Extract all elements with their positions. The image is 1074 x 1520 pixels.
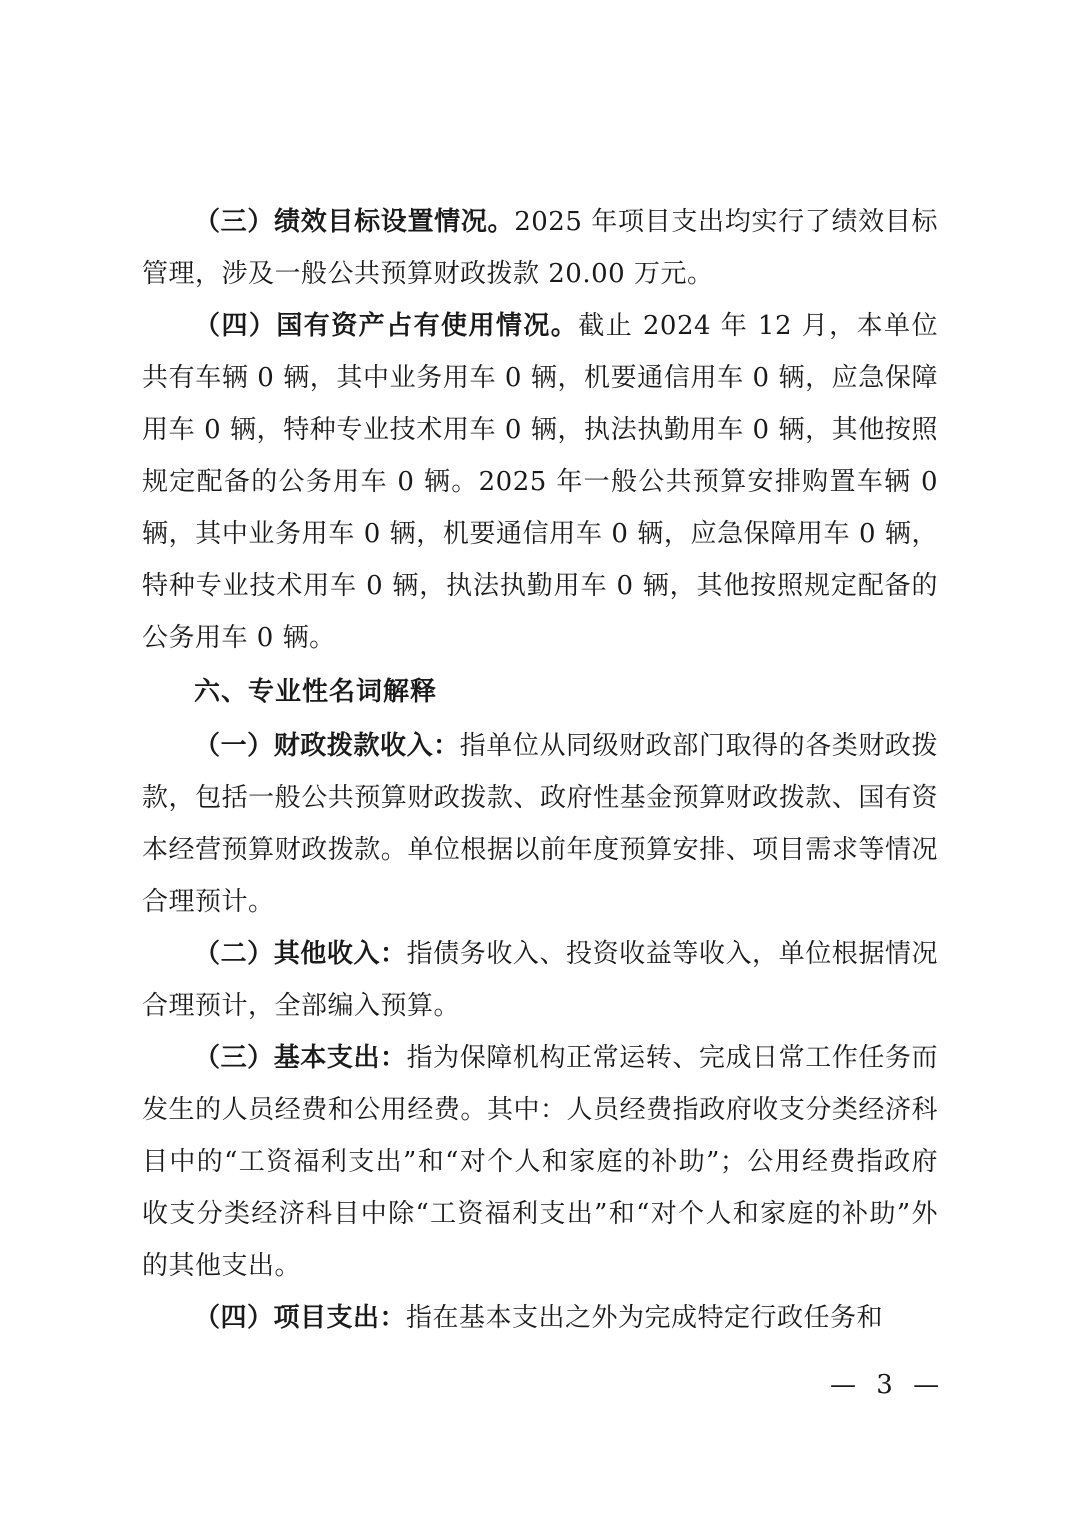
paragraph-text: 指债务收入、投资收益等收入，单位根据情况合理预计，全部编入预算。 bbox=[142, 939, 938, 1021]
document-body bbox=[142, 196, 938, 1344]
page-number: — 3 — bbox=[830, 1370, 946, 1400]
paragraph-lead: （四）国有资产占有使用情况。 bbox=[194, 311, 579, 341]
paragraph-lead: （四）项目支出： bbox=[194, 1303, 407, 1333]
paragraph-lead: （三）绩效目标设置情况。 bbox=[194, 207, 515, 237]
section-heading-terms: 六、专业性名词解释 bbox=[194, 677, 438, 707]
paragraph-text: 指在基本支出之外为完成特定行政任务和 bbox=[406, 1303, 884, 1333]
paragraph-text: 2025 年项目支出均实行了绩效目标管理，涉及一般公共预算财政拨款 20.00 万元。 bbox=[142, 207, 938, 289]
paragraph-performance-targets bbox=[142, 196, 938, 300]
paragraph-lead: （二）其他收入： bbox=[194, 939, 407, 969]
paragraph-text: 截止 2024 年 12 月，本单位共有车辆 0 辆，其中业务用车 0 辆，机要通信用车 0 辆，应急保障用车 0 辆，特种专业技术用车 0 辆，执法执勤用车 0 辆，其他按照规定配备的公务用车 0 辆。2025 年一般公共预算安排购置车辆 0 辆，其中业务用车 0 辆，机要通信用车 0 辆，应急保障用车 0 辆，特种专业技术用车 0 辆，执法执勤用车 0 辆，其他按照规定配备的公务用车 0 辆。 bbox=[142, 311, 938, 653]
paragraph-text: 指单位从同级财政部门取得的各类财政拨款，包括一般公共预算财政拨款、政府性基金预算财政拨款、国有资本经营预算财政拨款。单位根据以前年度预算安排、项目需求等情况合理预计。 bbox=[142, 731, 938, 917]
paragraph-lead: （一）财政拨款收入： bbox=[194, 731, 460, 761]
paragraph-fiscal-appropriation-income bbox=[142, 720, 938, 928]
paragraph-text: 指为保障机构正常运转、完成日常工作任务而发生的人员经费和公用经费。其中：人员经费指政府收支分类经济科目中的“工资福利支出”和“对个人和家庭的补助”；公用经费指政府收支分类经济科目中除“工资福利支出”和“对个人和家庭的补助”外的其他支出。 bbox=[142, 1043, 938, 1281]
paragraph-lead: （三）基本支出： bbox=[194, 1043, 407, 1073]
paragraph-other-income bbox=[142, 928, 938, 1032]
paragraph-basic-expenditure bbox=[142, 1032, 938, 1292]
paragraph-project-expenditure bbox=[142, 1292, 938, 1344]
paragraph-state-assets bbox=[142, 300, 938, 664]
